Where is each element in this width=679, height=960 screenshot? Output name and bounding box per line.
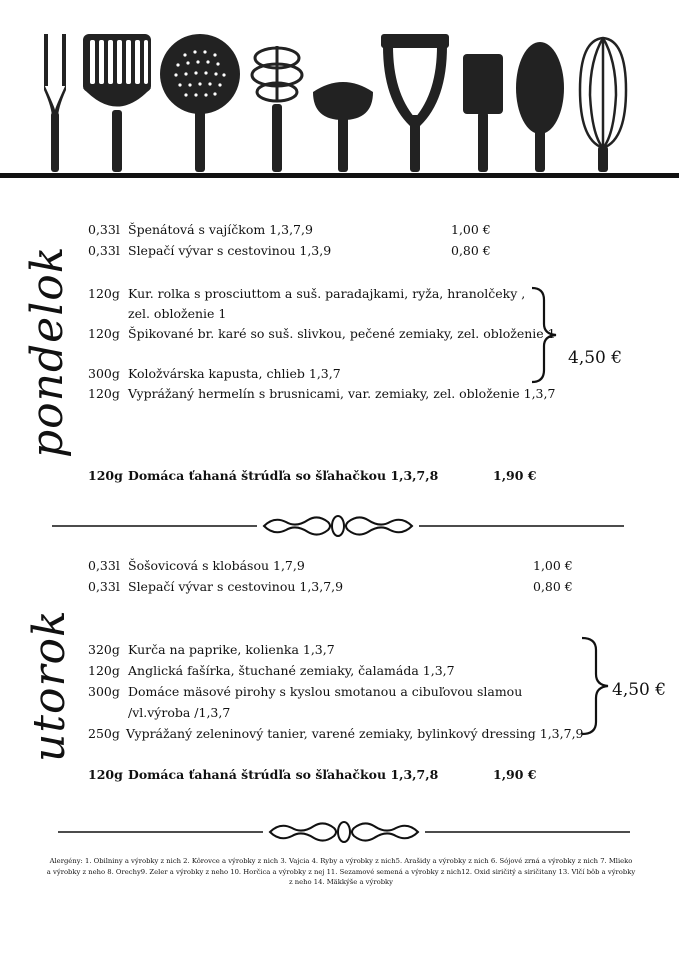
dish-name: Vyprážaný hermelín s brusnicami, var. zemiaky, zel. obloženie 1,3,7 bbox=[128, 386, 556, 401]
dish-name: Vyprážaný zeleninový tanier, varené zemiaky, bylinkový dressing 1,3,7,9 bbox=[126, 726, 584, 741]
dish-name: Domáca ťahaná štrúdľa so šľahačkou 1,3,7,8 bbox=[128, 767, 439, 782]
balloon-whisk-icon bbox=[580, 38, 626, 148]
dish-name: Slepačí vývar s cestovinou 1,3,9 bbox=[128, 243, 332, 258]
allergen-line: Alergény: 1. Obilniny a výrobky z nich 2. Kôrovce a výrobky z nich 3. Vajcia 4. Ryby a výrobky z nich5. Arašidy a výrobky z nich 6. Sójové zrná a výrobky z nich 7. Mlieko bbox=[49, 857, 633, 865]
qty: 250g bbox=[88, 726, 120, 741]
ladle-icon bbox=[313, 82, 373, 172]
price: 0,80 € bbox=[451, 243, 491, 258]
qty: 0,33l bbox=[88, 579, 120, 594]
qty: 120g bbox=[88, 326, 120, 341]
header-rule bbox=[0, 173, 679, 178]
price: 1,00 € bbox=[451, 222, 491, 237]
qty: 0,33l bbox=[88, 558, 120, 573]
turner-icon bbox=[463, 54, 503, 172]
menu-price: 4,50 € bbox=[612, 680, 667, 700]
allergen-line: a výrobky z neho 8. Orechy9. Zeler a výrobky z neho 10. Horčica a výrobky z nej 11. Sezamové semená a výrobky z nich12. Oxid siričitý a siričitany 13. Vlčí bôb a výrobky bbox=[46, 867, 636, 876]
dish-name: Šošovicová s klobásou 1,7,9 bbox=[128, 558, 305, 573]
dish-name: Anglická fašírka, štuchané zemiaky, čalamáda 1,3,7 bbox=[128, 663, 455, 678]
dish-name: Domáce mäsové pirohy s kyslou smotanou a cibuľovou slamou bbox=[128, 684, 523, 699]
allergen-line: z neho 14. Mäkkýše a výrobky bbox=[288, 878, 394, 886]
qty: 300g bbox=[88, 684, 120, 699]
dish-name: zel. obloženie 1 bbox=[128, 306, 227, 321]
dish-name: Slepačí vývar s cestovinou 1,3,7,9 bbox=[128, 579, 344, 594]
brace-icon bbox=[528, 286, 560, 384]
menu-price: 4,50 € bbox=[568, 348, 623, 368]
price: 0,80 € bbox=[533, 579, 573, 594]
qty: 120g bbox=[88, 286, 120, 301]
dish-name: Špenátová s vajíčkom 1,3,7,9 bbox=[128, 222, 313, 237]
ornamental-divider bbox=[58, 816, 630, 848]
fork-icon bbox=[44, 34, 66, 172]
dish-name: /vl.výroba /1,3,7 bbox=[128, 705, 231, 720]
price: 1,00 € bbox=[533, 558, 573, 573]
kitchen-utensils-header bbox=[0, 0, 679, 180]
allergen-legend bbox=[46, 856, 636, 888]
qty: 0,33l bbox=[88, 222, 120, 237]
dish-name: Kurča na paprike, kolienka 1,3,7 bbox=[128, 642, 335, 657]
skimmer-icon bbox=[160, 34, 240, 172]
masher-icon bbox=[381, 34, 449, 172]
brace-icon bbox=[578, 636, 612, 736]
spiral-whisk-icon bbox=[252, 46, 302, 101]
qty: 300g bbox=[88, 366, 120, 381]
qty: 320g bbox=[88, 642, 120, 657]
price: 1,90 € bbox=[493, 767, 537, 782]
qty: 0,33l bbox=[88, 243, 120, 258]
price: 1,90 € bbox=[493, 468, 537, 483]
qty: 120g bbox=[88, 386, 120, 401]
qty: 120g bbox=[88, 663, 120, 678]
day-title-monday: pondelok bbox=[22, 245, 73, 458]
day-title-tuesday: utorok bbox=[24, 609, 75, 762]
qty: 120g bbox=[88, 767, 123, 782]
dish-name: Špikované br. karé so suš. slivkou, pečené zemiaky, zel. obloženie 1 bbox=[128, 326, 556, 341]
dish-name: Koložvárska kapusta, chlieb 1,3,7 bbox=[128, 366, 341, 381]
qty: 120g bbox=[88, 468, 123, 483]
ornamental-divider bbox=[52, 510, 624, 542]
spoon-icon bbox=[516, 42, 564, 172]
dish-name: Kur. rolka s prosciuttom a suš. paradajkami, ryža, hranolčeky , bbox=[128, 286, 526, 301]
dish-name: Domáca ťahaná štrúdľa so šľahačkou 1,3,7,8 bbox=[128, 468, 439, 483]
